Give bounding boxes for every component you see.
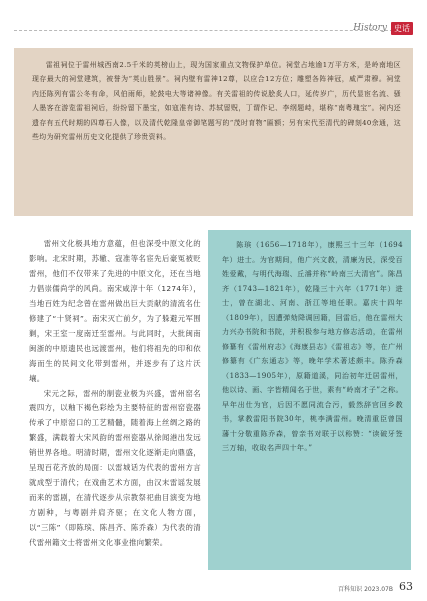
article-paragraph: 雷州文化极具地方意蕴，但也深受中原文化的影响。北宋时期，苏辙、寇准等名宦先后豪冤被贬雷州，他们不仅带来了先进的中原文化，还在当地力倡崇儒尚学的风尚。南宋咸淳十年（1274年），当地百姓为纪念曾在雷州做出巨大贡献的清流名仕修建了“十贤祠”。南宋灭亡前夕，为了躲避元军围剿，宋王室一度南迁至雷州。与此同时，大批闽南闽浙的中原遗民也远渡雷州，他们将祖先的印和依海而生的民间文化带到雷州，并逐步有了这片沃壤。 [29,239,201,383]
page-footer [338,580,413,593]
sidebar-paragraph: 陈瑸（1656—1718年），康熙三十三年（1694年）进士。为官期间，他广兴文教，清廉为民，深受百姓爱戴，与明代海瑞、丘濬并称“岭南三大清官”。陈昌齐（1743—1821年），乾隆三十六年（1771年）进士，曾在湖北、河南、浙江等地任职。嘉庆十四年（1809年），因遭弹劾降调回籍，回雷后，他在雷州大力兴办书院和书院，并积极参与地方修志活动，在雷州修纂有《雷州府志》《海康县志》《雷祖志》等，在广州修纂有《广东通志》等，晚年学术著述颇丰。陈乔森（1833—1905年），原籍道溪，同治初年迁居雷州，他以诗、画、字皆精闻名于世，素有“岭南才子”之称。早年出仕为官，后因不愿同流合污，毅然辞官回乡教书，掌教雷阳书院30年，桃李满雷州。晚清重臣曾国藩十分敬重陈乔森，曾亲书对联于以称赞：“读破牙签三万轴，收取名声四十年。” [222,240,403,452]
info-box-leizu-temple [14,48,413,216]
section-label [353,21,413,35]
magazine-issue: 百科知识 2023.07B [338,586,393,593]
sidebar-biographies [208,230,411,570]
info-box-text: 雷祖祠位于雷州城西南2.5千米的英榜山上，现为国家重点文物保护单位。祠堂占地逾1万平方米，是岭南地区现存最大的祠堂建筑，被誉为“英山胜景”。祠内壁有雷神12尊，以应合12方位；雕塑各阵神冠，威严肃穆。祠堂内还陈列有雷公冬有命，风伯雨师，轮鼓电大等诸神像。有关雷祖的传说脍炙人口，延传岁广，历代显宦名流、骚人墨客在游览雷祖祠后，纷纷留下墨宝，如寇准有诗、苏轼留贶，丁谓作记、李纲题峙，堪称“南粤瑰宝”。祠内还遗存有五代时期的四尊石人像，以及清代乾隆皇帝御笔题写的“茂时育物”匾额；另有宋代至清代的碑刻40余通，这些均为研究雷州历史文化提供了珍贵资料。 [32,61,401,142]
page-number: 63 [399,580,413,593]
section-badge: 史话 [391,22,413,35]
section-title-en: History [353,23,387,33]
main-article-column [29,237,201,551]
article-paragraph: 宋元之际，雷州的制瓷业极为兴盛，雷州窑名震四方，以釉下褐色彩绘为主要特征的雷州窑瓷器传承了中原窑口的工艺精髓，随着海上丝绸之路的繁盛，满载着大宋风韵的雷州瓷器从徐闻港出发远销世界各地。明清时期，雷州文化逐渐走向鼎盛，呈现百花齐放的局面：以雷城话为代表的雷州方言就成型于清代；在戏曲艺术方面，由汉末雷谣发展而来的雷剧，在清代逐步从宗教祭祀曲目演变为地方剧种，与粤剧并肩齐驱；在文化人物方面，以“三陈”（即陈瑸、陈昌齐、陈乔森）为代表的清代雷州籍文士将雷州文化事业推向繁荣。 [29,388,201,548]
